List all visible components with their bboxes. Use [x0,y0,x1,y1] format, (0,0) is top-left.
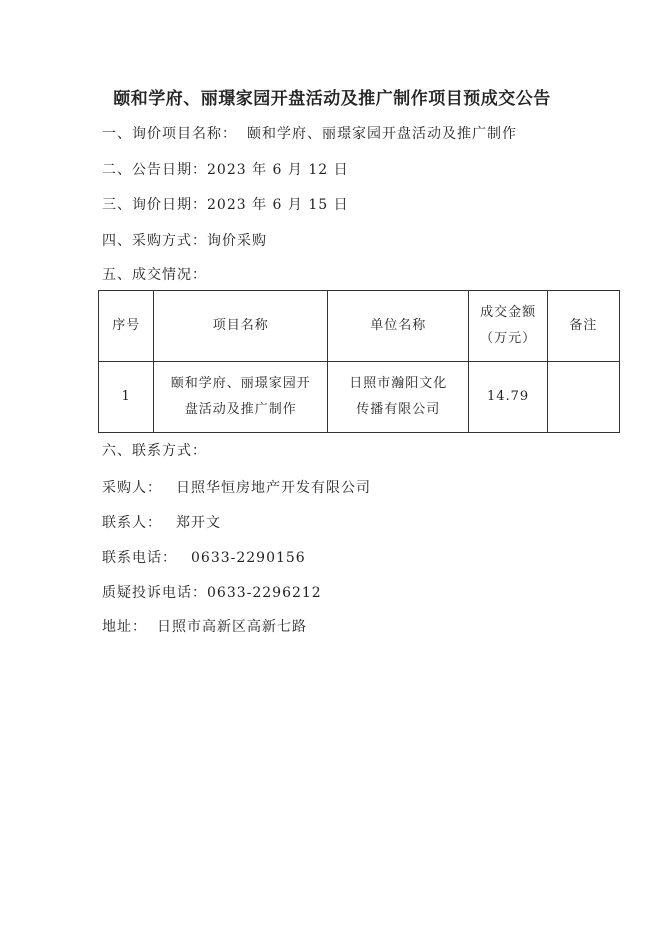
complaint-phone-value: 0633-2296212 [207,585,322,601]
header-amount-line2: （万元） [480,331,537,346]
inquiry-date-line [102,194,349,214]
complaint-phone-label: 质疑投诉电话： [102,585,207,601]
address-value: 日照市高新区高新七路 [157,619,307,635]
deal-table [98,290,620,433]
row-project-name-line2: 盘活动及推广制作 [184,402,297,417]
row-note [547,362,619,433]
address-line [102,616,307,636]
row-amount: 14.79 [469,362,547,433]
contact-phone-line [102,547,306,567]
announcement-date-label: 二、公告日期： [102,162,207,178]
header-amount-line1: 成交金额 [480,305,537,320]
row-seq: 1 [99,362,154,433]
procurement-method-line [102,230,267,250]
row-unit-name-line1: 日照市瀚阳文化 [349,376,448,391]
document-title: 颐和学府、丽璟家园开盘活动及推广制作项目预成交公告 [113,89,551,109]
contact-heading: 六、联系方式： [102,443,207,459]
contact-person-value: 郑开文 [176,515,221,531]
inquiry-project-name-value: 颐和学府、丽璟家园开盘活动及推广制作 [247,126,517,142]
contact-phone-label: 联系电话： [102,550,177,566]
header-unit-name: 单位名称 [328,291,469,362]
table-row [99,362,620,433]
contact-phone-value: 0633-2290156 [191,550,306,566]
announcement-date-line [102,159,349,179]
contact-person-label: 联系人： [102,515,162,531]
inquiry-project-name-line [102,123,517,143]
deal-status-heading: 五、成交情况： [102,267,207,283]
inquiry-project-name-label: 一、询价项目名称： [102,126,237,142]
complaint-phone-line [102,582,322,602]
address-label: 地址： [102,619,147,635]
procurement-method-label: 四、采购方式： [102,233,207,249]
row-unit-name-line2: 传播有限公司 [356,402,441,417]
table-header-row [99,291,620,362]
inquiry-date-label: 三、询价日期： [102,197,207,213]
header-amount [469,291,547,362]
row-project-name [154,362,328,433]
buyer-line [102,477,371,497]
header-seq: 序号 [99,291,154,362]
row-project-name-line1: 颐和学府、丽璟家园开 [170,376,311,391]
inquiry-date-value: 2023 年 6 月 15 日 [207,197,349,213]
header-project-name: 项目名称 [154,291,328,362]
procurement-method-value: 询价采购 [207,233,267,249]
buyer-label: 采购人： [102,480,162,496]
announcement-date-value: 2023 年 6 月 12 日 [207,162,349,178]
row-unit-name [328,362,469,433]
buyer-value: 日照华恒房地产开发有限公司 [176,480,371,496]
contact-person-line [102,512,221,532]
header-note: 备注 [547,291,619,362]
